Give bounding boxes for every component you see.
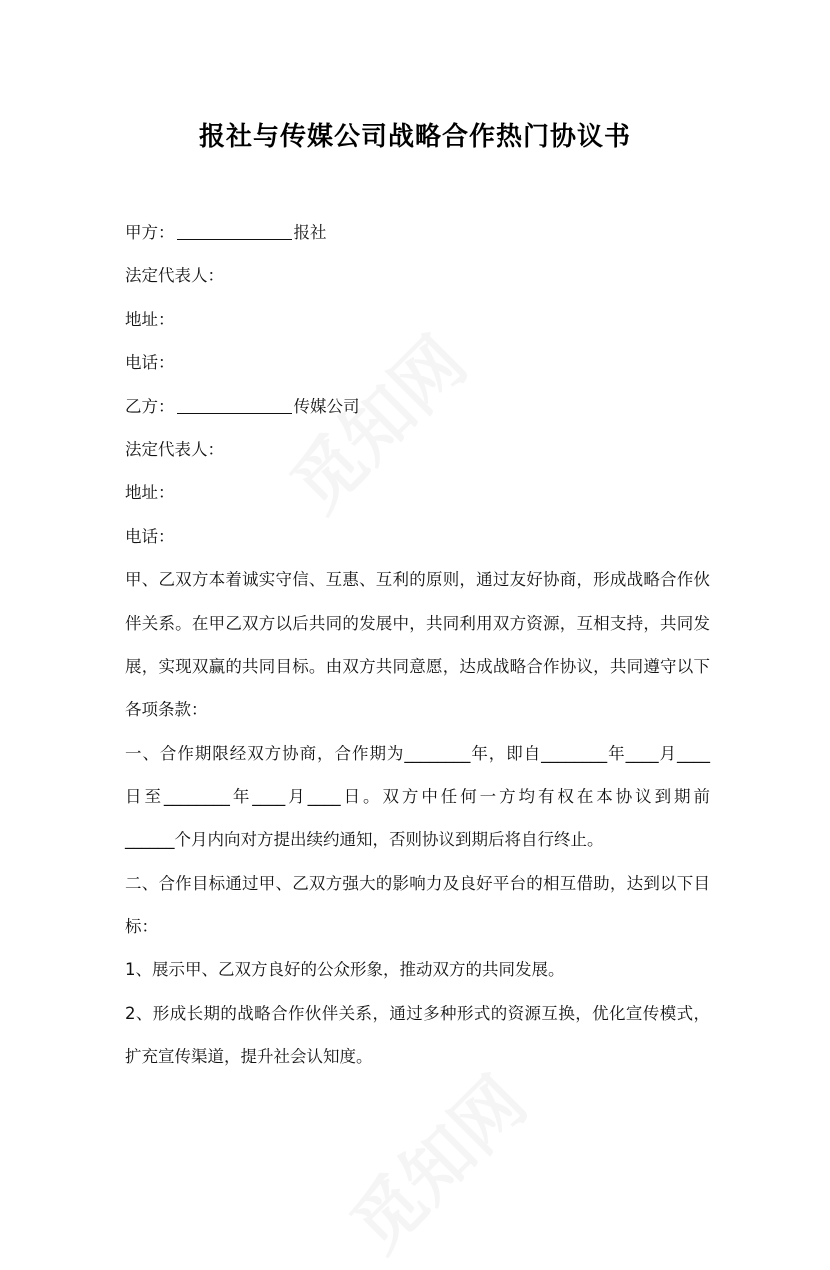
document-title: 报社与传媒公司战略合作热门协议书	[198, 122, 631, 152]
watermark	[325, 1051, 545, 1270]
party-a-rep: 法定代表人：	[125, 266, 224, 285]
body-line: 甲、乙双方本着诚实守信、互惠、互利的原则，通过友好协商，形成战略合作伙	[125, 570, 710, 589]
party-a-suffix: 报社	[293, 223, 327, 242]
body-line: 标：	[125, 917, 158, 936]
body-line: 1、展示甲、乙双方良好的公众形象，推动双方的共同发展。	[125, 960, 565, 979]
body-line: 扩充宣传渠道，提升社会认知度。	[125, 1047, 373, 1066]
body-line: 伴关系。在甲乙双方以后共同的发展中，共同利用双方资源，互相支持，共同发	[125, 614, 710, 633]
party-a-line	[125, 222, 327, 244]
body-line: ______个月内向对方提出续约通知，否则协议到期后将自行终止。	[125, 830, 604, 849]
party-b-label: 乙方：	[125, 397, 175, 416]
party-a-label: 甲方：	[125, 223, 175, 242]
body-line: 日至________年____月____日。双方中任何一方均有权在本协议到期前	[125, 787, 710, 806]
party-a-blank	[177, 223, 292, 240]
body-line: 二、合作目标通过甲、乙双方强大的影响力及良好平台的相互借助，达到以下目	[125, 874, 710, 893]
party-b-address: 地址：	[125, 483, 175, 502]
party-b-suffix: 传媒公司	[293, 397, 360, 416]
party-b-blank	[177, 397, 292, 414]
party-b-phone: 电话：	[125, 527, 175, 546]
body-line: 各项条款：	[125, 700, 208, 719]
body-line: 展，实现双赢的共同目标。由双方共同意愿，达成战略合作协议，共同遵守以下	[125, 657, 710, 676]
party-b-rep: 法定代表人：	[125, 440, 224, 459]
party-b-line	[125, 396, 360, 418]
party-a-phone: 电话：	[125, 353, 175, 372]
watermark	[265, 311, 485, 531]
body-line: 一、合作期限经双方协商，合作期为________年，即自________年____月____	[125, 744, 710, 763]
body-line: 2、形成长期的战略合作伙伴关系，通过多种形式的资源互换，优化宣传模式，	[125, 1004, 710, 1023]
party-a-address: 地址：	[125, 310, 175, 329]
